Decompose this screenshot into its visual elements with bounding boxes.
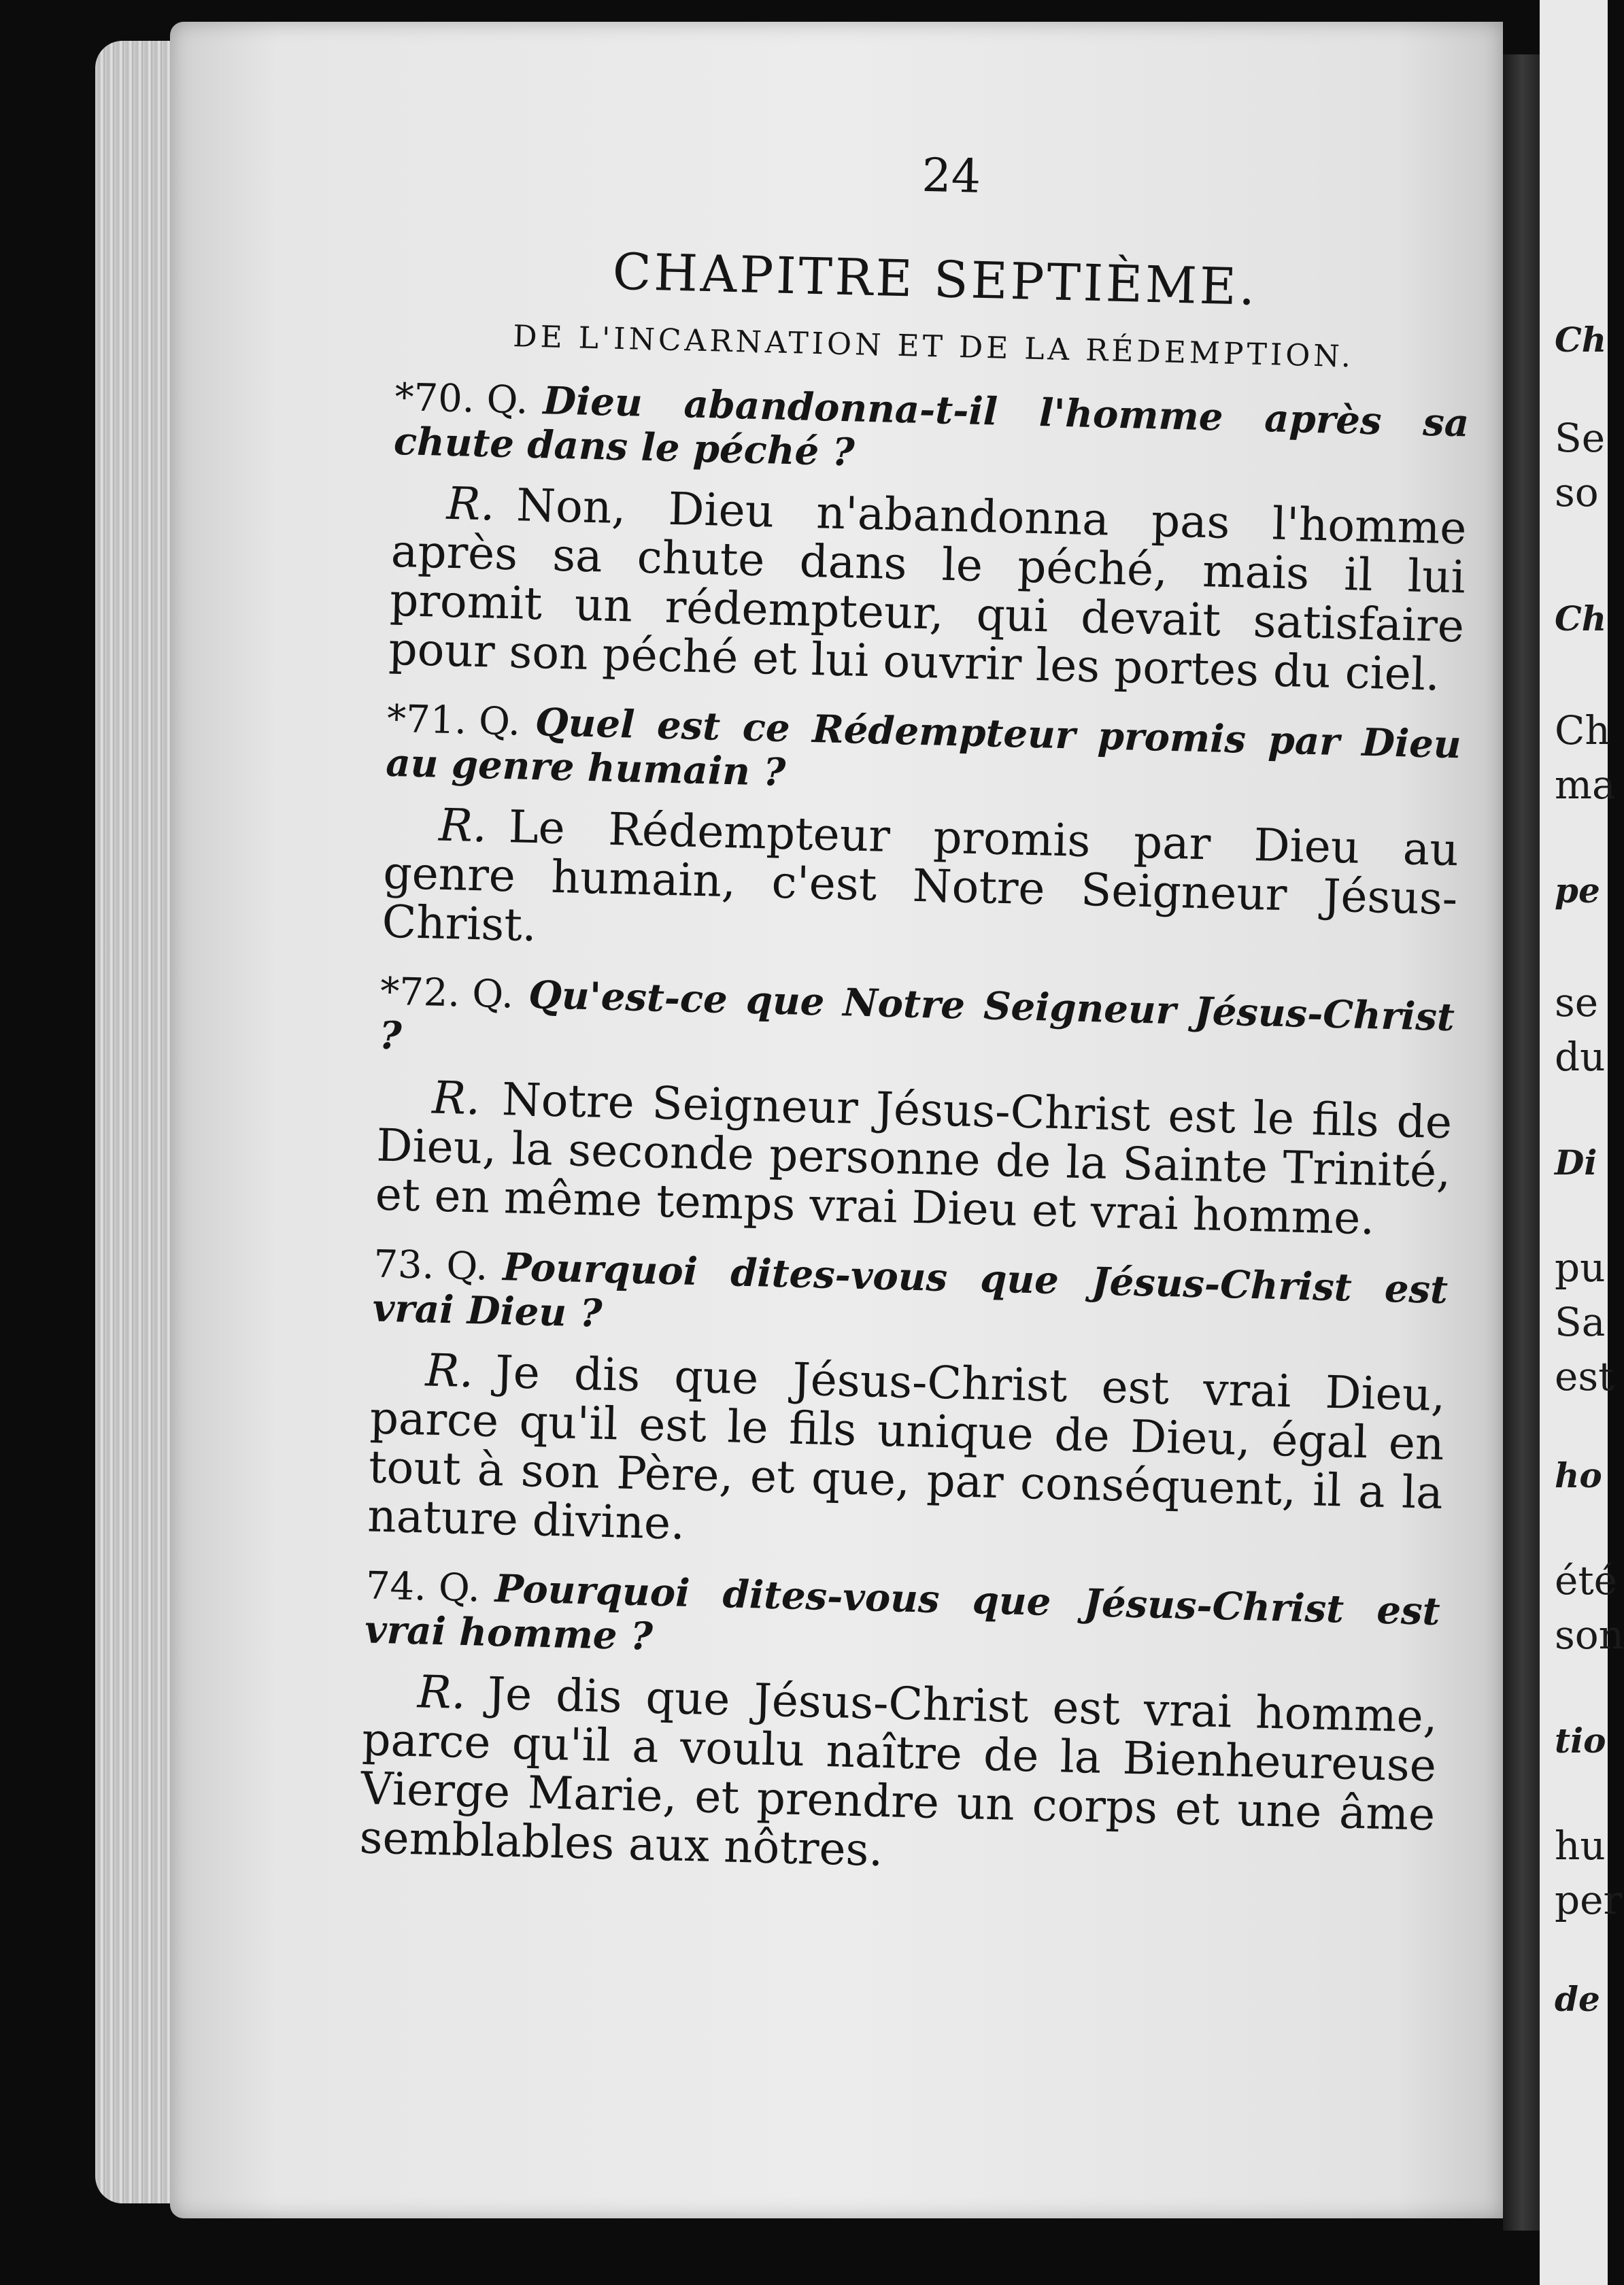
facing-fragment: Se (1555, 415, 1606, 461)
question-text: Quel est ce Rédempteur promis par Dieu au genre humain ? (385, 700, 1462, 796)
facing-fragment: hu (1555, 1823, 1606, 1869)
facing-fragment: du (1555, 1034, 1606, 1080)
question (379, 970, 1455, 1084)
answer-text: Je dis que Jésus-Christ est vrai Dieu, parce qu'il est le fils unique de Dieu, égal en tout à son Père, et que, par conséquent, il a la nature divine. (367, 1345, 1447, 1550)
question-marker: Q. (438, 1565, 481, 1611)
answer (359, 1666, 1438, 1889)
answer-marker: R. (445, 477, 496, 531)
facing-fragment: est (1555, 1353, 1614, 1400)
facing-fragment: été (1555, 1557, 1617, 1604)
answer (367, 1344, 1447, 1567)
question (386, 697, 1462, 811)
question-text: Pourquoi dites-vous que Jésus-Christ est vrai homme ? (364, 1566, 1441, 1659)
answer-marker: R. (431, 1071, 481, 1125)
facing-fragment: ho (1555, 1455, 1602, 1495)
question-marker: Q. (478, 699, 521, 745)
facing-fragment: tio (1555, 1721, 1606, 1761)
answer-text: Non, Dieu n'abandonna pas l'homme après sa chute dans le péché, mais il lui promit un rédempteur, qui devait satisfaire pour son péché et lui ouvrir les portes du ciel. (388, 479, 1468, 701)
answer-text: Je dis que Jésus-Christ est vrai homme, parce qu'il a voulu naître de la Bienheureuse Vierge Marie, et prendre un corps et une âme semblables aux nôtres. (358, 1667, 1438, 1877)
question-number: *72. (379, 969, 461, 1016)
question-marker: Q. (471, 971, 514, 1017)
answer (388, 478, 1468, 700)
question-text: Pourquoi dites-vous que Jésus-Christ est vrai Dieu ? (372, 1245, 1449, 1336)
question-marker: Q. (445, 1244, 489, 1289)
answer-marker: R. (417, 1665, 467, 1719)
answer-text: Notre Seigneur Jésus-Christ est le fils de Dieu, la seconde personne de la Sainte Trinité, et en même temps vrai Dieu et vrai homme. (375, 1073, 1453, 1245)
question (365, 1563, 1441, 1678)
question-number: *70. (394, 375, 475, 422)
facing-fragment: Ch (1555, 598, 1607, 639)
facing-fragment: Di (1555, 1142, 1597, 1183)
facing-fragment: pe (1555, 870, 1600, 911)
question (393, 375, 1470, 490)
answer-text: Le Rédempteur promis par Dieu au genre humain, c'est Notre Seigneur Jésus-Christ. (381, 800, 1459, 952)
facing-fragment: son (1555, 1612, 1624, 1658)
facing-fragment: Ch (1555, 320, 1607, 360)
answer-marker: R. (424, 1344, 475, 1398)
facing-fragment: so (1555, 469, 1599, 515)
answer (382, 800, 1459, 973)
question-text: Dieu abandonna-t-il l'homme après sa chute dans le péché ? (393, 378, 1470, 475)
question-number: 74. (365, 1563, 427, 1610)
page-number: 24 (921, 148, 982, 204)
page-text (358, 136, 1475, 1912)
chapter-subtitle: DE L'INCARNATION ET DE LA RÉDEMPTION. (512, 319, 1355, 375)
book-page-edges (95, 41, 177, 2203)
answer-marker: R. (438, 798, 488, 853)
facing-fragment: ma (1555, 762, 1616, 808)
question-number: *71. (386, 696, 467, 743)
answer (375, 1072, 1453, 1246)
question-text: Qu'est-ce que Notre Seigneur Jésus-Christ ? (378, 972, 1455, 1059)
facing-fragment: per (1555, 1877, 1623, 1923)
facing-fragment: se (1555, 979, 1599, 1026)
facing-fragment: de (1555, 1979, 1600, 2019)
facing-page (1540, 0, 1624, 2285)
question-marker: Q. (486, 377, 529, 423)
facing-fragment: pu (1555, 1245, 1606, 1291)
chapter-title: CHAPITRE SEPTIÈME. (611, 242, 1259, 317)
question (372, 1242, 1449, 1357)
facing-fragment: Ch (1555, 707, 1610, 754)
facing-fragment: Sa (1555, 1299, 1606, 1345)
question-number: 73. (373, 1242, 435, 1288)
